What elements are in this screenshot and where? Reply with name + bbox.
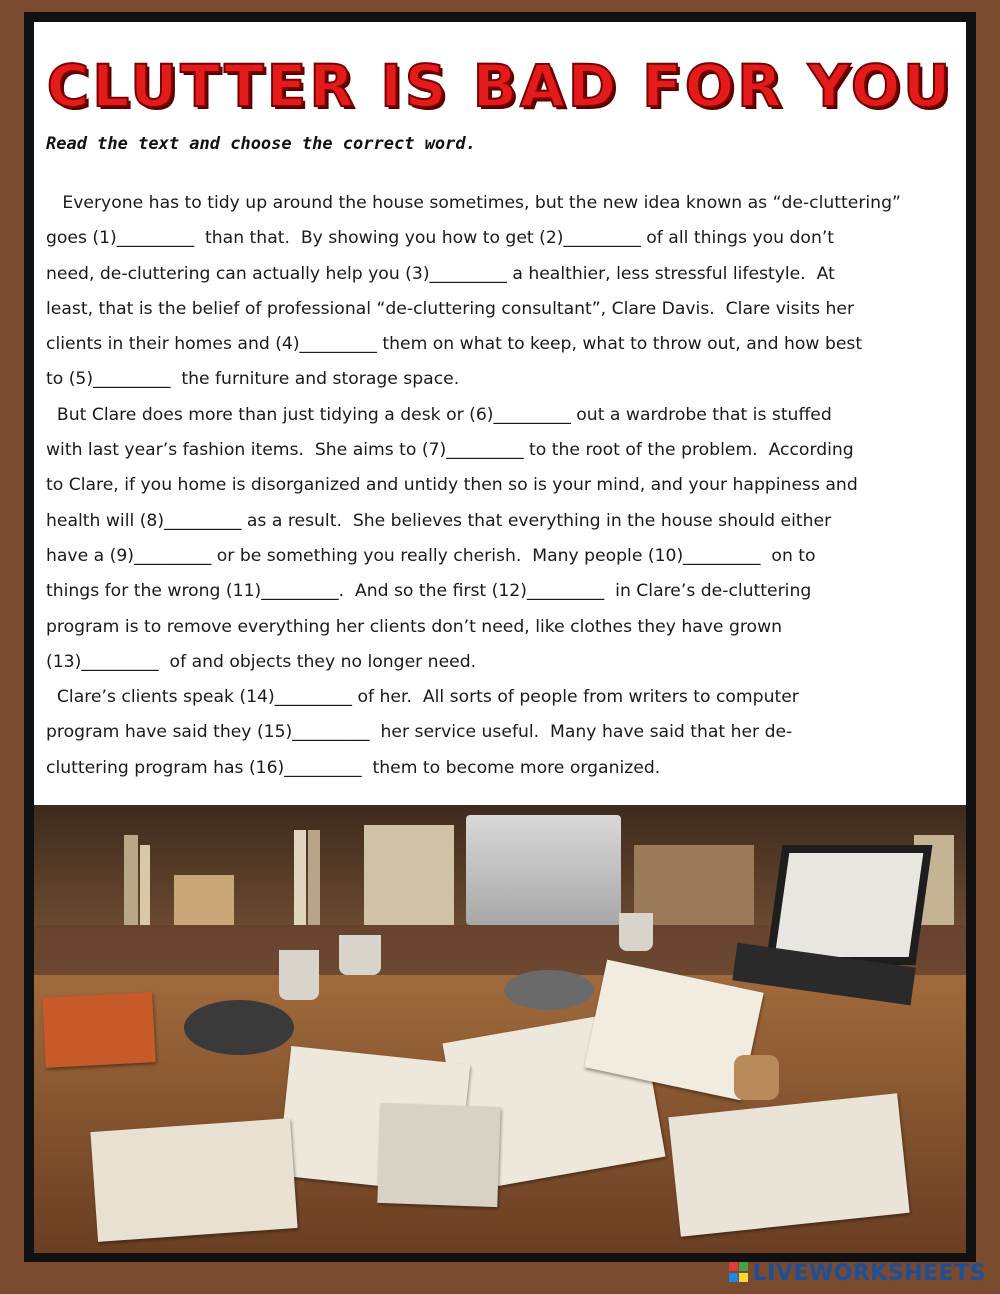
text-line: health will (8)_________ as a result. She believes that everything in the house should either	[46, 510, 832, 531]
text-line: Everyone has to tidy up around the house sometimes, but the new idea known as “de-cluttering”	[46, 193, 901, 213]
mug	[339, 935, 381, 975]
pen-cup	[279, 950, 319, 1000]
text-line: cluttering program has (16)_________ them to become more organized.	[46, 757, 661, 778]
jar	[734, 1055, 779, 1100]
worksheet-page	[34, 22, 966, 805]
cluttered-desk-photo	[34, 805, 966, 1253]
text-line: clients in their homes and (4)_________ them on what to keep, what to throw out, and how best	[46, 334, 863, 355]
text-line: least, that is the belief of professional “de-cluttering consultant”, Clare Davis. Clare visits her	[46, 298, 855, 319]
text-line: goes (1)_________ than that. By showing you how to get (2)_________ of all things you don’t	[46, 228, 835, 249]
instructions: Read the text and choose the correct word.	[46, 134, 476, 154]
text-line: to Clare, if you home is disorganized and untidy then so is your mind, and your happiness and	[46, 475, 858, 496]
text-line: need, de-cluttering can actually help you (3)_________ a healthier, less stressful lifestyle. At	[46, 263, 835, 284]
text-line: Clare’s clients speak (14)_________ of her. All sorts of people from writers to computer	[46, 687, 799, 708]
text-line: program is to remove everything her clients don’t need, like clothes they have grown	[46, 616, 783, 637]
text-line: with last year’s fashion items. She aims to (7)_________ to the root of the problem. According	[46, 440, 854, 461]
text-line: But Clare does more than just tidying a desk or (6)_________ out a wardrobe that is stuffed	[46, 404, 832, 425]
mouse	[504, 970, 594, 1010]
mug	[619, 913, 653, 951]
text-line: (13)_________ of and objects they no longer need.	[46, 651, 477, 672]
text-line: to (5)_________ the furniture and storage space.	[46, 369, 460, 390]
text-line: program have said they (15)_________ her service useful. Many have said that her de-	[46, 722, 793, 743]
laptop-screen	[766, 845, 933, 965]
liveworksheets-logo-icon	[729, 1262, 749, 1284]
logo-text: LIVEWORKSHEETS	[752, 1261, 986, 1286]
monitor	[466, 815, 621, 925]
liveworksheets-logo[interactable]	[729, 1261, 986, 1286]
worksheet-title: CLUTTER IS BAD FOR YOU	[46, 52, 954, 120]
cable-roll	[184, 1000, 294, 1055]
reading-text	[46, 186, 951, 786]
text-line: things for the wrong (11)_________. And so the first (12)_________ in Clare’s de-cluttering	[46, 581, 812, 602]
text-line: have a (9)_________ or be something you really cherish. Many people (10)_________ on to	[46, 545, 816, 566]
